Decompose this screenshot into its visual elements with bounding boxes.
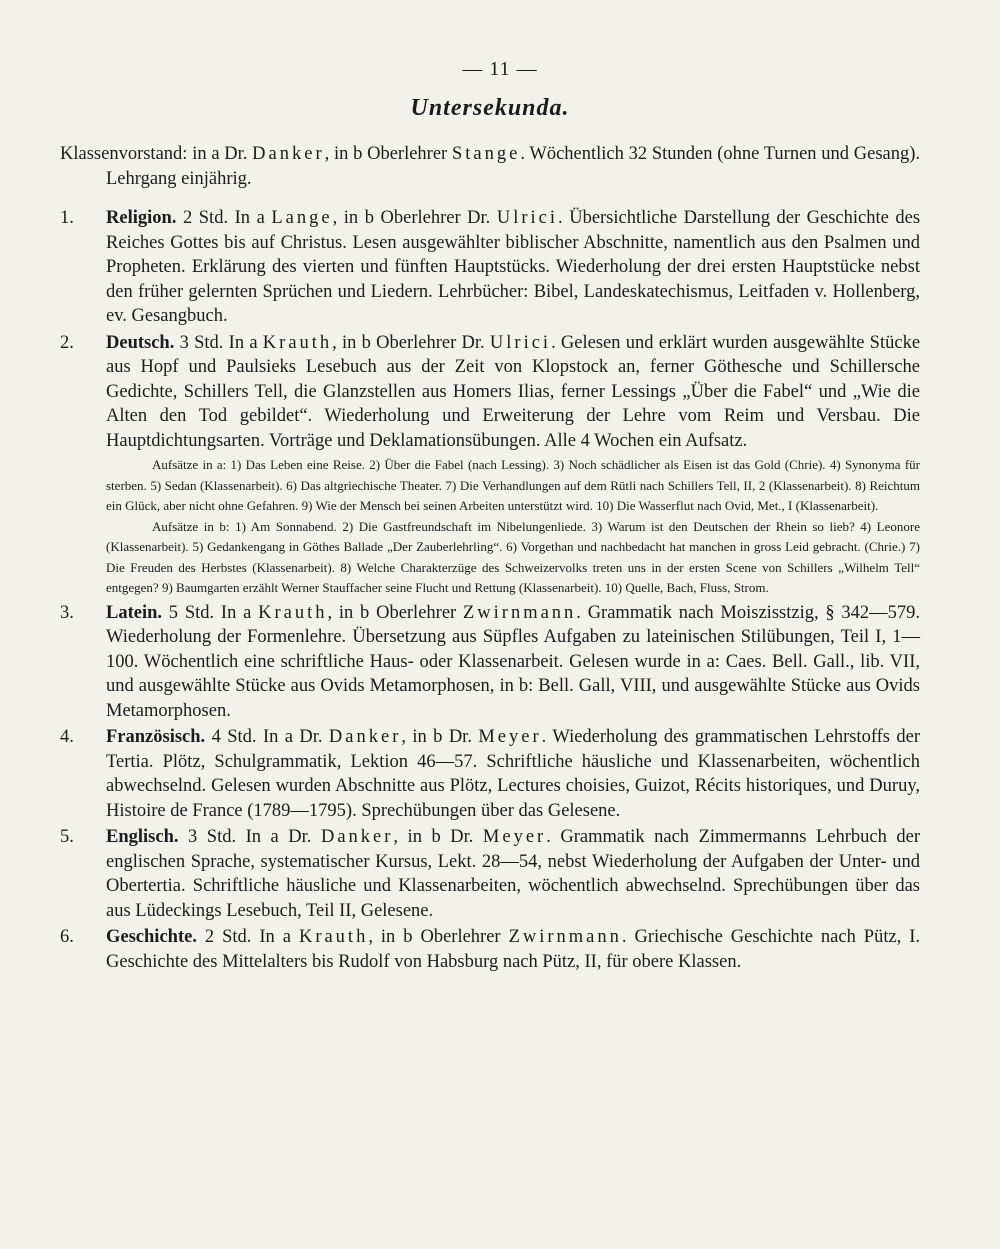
subject-title: Latein. [106, 602, 163, 623]
intro-text-a: in a Dr. [192, 144, 248, 164]
section-text-a: In a [234, 208, 265, 228]
subject-hours: 2 Std. [204, 927, 252, 947]
section-number: 5. [60, 827, 74, 847]
section-number: 1. [60, 208, 74, 228]
document-page [60, 58, 920, 976]
section-text-b: , in b Oberlehrer [327, 602, 457, 623]
subject-hours: 5 Std. [168, 602, 215, 623]
teacher-name-a: Krauth [298, 927, 369, 947]
section-geschichte [60, 925, 920, 974]
subject-hours: 4 Std. [211, 727, 257, 747]
section-englisch [60, 825, 920, 923]
section-text-b: , in b Oberlehrer [368, 927, 501, 947]
teacher-name-b: Zwirnmann [508, 927, 622, 947]
subject-hours: 3 Std. [188, 827, 237, 847]
intro-text-c: . Wöchentlich 32 Stunden (ohne Turnen und Gesang). Lehrgang einjährig. [106, 144, 921, 189]
section-text-c: . Grammatik nach Moiszisstzig, § 342—579. Wiederholung der Formenlehre. Übersetzung aus Süpfles Aufgaben zu lateinischen Stilübungen, Teil I, 1—100. Wöchentlich eine schriftliche Haus- oder Klassenarbeit. Gelesen wurde in a: Caes. Bell. Gall., lib. VII, und ausgewählte Stücke aus Ovids Metamorphosen, in b: Bell. Gall, VIII, und ausgewählte Stücke aus Ovids Metamorphosen. [106, 602, 921, 721]
section-number: 6. [60, 927, 74, 947]
essay-list-a: Aufsätze in a: 1) Das Leben eine Reise. 2) Über die Fabel (nach Lessing). 3) Noch schädlicher als Eisen ist das Gold (Chrie). 4) Synonyma für sterben. 5) Sedan (Klassenarbeit). 6) Das altgriechische Theater. 7) Die Verhandlungen auf dem Rütli nach Schillers Tell, II, 2 (Klassenarbeit). 8) Reichtum ein Glück, aber nicht ohne Gefahren. 9) Wie der Mensch bei seinen Arbeiten unterstützt wird. 10) Die Wasserflut nach Ovid, Met., I (Klassenarbeit). [106, 457, 920, 513]
subject-sections [60, 206, 920, 974]
section-text-b: , in b Dr. [393, 827, 474, 847]
class-teacher-line [60, 142, 920, 192]
essay-list [60, 455, 920, 599]
intro-teacher-b: Stange [451, 144, 521, 164]
section-text-b: , in b Oberlehrer Dr. [332, 332, 485, 353]
teacher-name-b: Ulrici [489, 332, 552, 353]
intro-text-b: , in b Oberlehrer [324, 144, 448, 164]
teacher-name-b: Zwirnmann [462, 602, 577, 623]
section-number: 4. [60, 727, 74, 747]
subject-title: Deutsch. [106, 332, 175, 353]
section-text-a: In a [220, 602, 252, 623]
subject-hours: 2 Std. [182, 208, 229, 228]
section-franzoesisch [60, 725, 920, 823]
teacher-name-b: Meyer [482, 827, 547, 847]
section-deutsch [60, 331, 920, 454]
intro-label: Klassenvorstand: [60, 144, 188, 164]
teacher-name-a: Danker [328, 727, 402, 747]
teacher-name-a: Danker [320, 827, 394, 847]
section-religion [60, 206, 920, 329]
subject-title: Religion. [106, 208, 177, 228]
section-text-c: . Wiederholung des grammatischen Lehrstoffs der Tertia. Plötz, Schulgrammatik, Lektion 46—57. Schriftliche häusliche und Klassenarbeiten, wöchentlich abwechselnd. Gelesen wurden Abschnitte aus Plötz, Lectures choisies, Guizot, Récits historiques, und Duruy, Histoire de France (1789—1795). Sprechübungen über das Gelesene. [106, 727, 921, 821]
section-latein [60, 601, 920, 724]
section-text-c: . Grammatik nach Zimmermanns Lehrbuch der englischen Sprache, systematischer Kursus, Lekt. 28—54, nebst Wiederholung der Aufgaben der Unter- und Obertertia. Schriftliche häusliche und Klassenarbeiten, wöchentlich abwechselnd. Sprechübungen über das aus Lüdeckings Lesebuch, Teil II, Gelesene. [106, 827, 921, 921]
subject-title: Geschichte. [106, 927, 197, 947]
teacher-name-a: Krauth [258, 602, 328, 623]
essay-list-b: Aufsätze in b: 1) Am Sonnabend. 2) Die Gastfreundschaft im Nibelungenliede. 3) Warum ist den Deutschen der Rhein so lieb? 4) Leonore (Klassenarbeit). 5) Gedankengang in Göthes Ballade „Der Zauberlehrling“. 6) Vorgethan und nachbedacht hat manchen in gross Leid gebracht. (Chrie.) 7) Die Freuden des Herbstes (Klassenarbeit). 8) Welche Charakterzüge des Schweizervolks treten uns in der ersten Scene von Schillers „Wilhelm Tell“ entgegen? 9) Baumgarten erzählt Werner Stauffacher seine Flucht und Rettung (Klassenarbeit). 10) Quelle, Bach, Fluss, Strom. [106, 518, 920, 595]
page-title: Untersekunda. [410, 95, 570, 121]
section-text-a: In a [228, 332, 258, 353]
section-text-c: . Gelesen und erklärt wurden ausgewählte Stücke aus Hopf und Paulsieks Lesebuch aus der Zeit von Klopstock an, ferner Göthesche und Schillersche Gedichte, Schillers Tell, die Glanzstellen aus Homers Ilias, ferner Lessings „Über die Fabel“ und „Wie die Alten den Tod gebildet“. Wiederholung und Erweiterung der Lehre vom Reim und Versbau. Die Hauptdichtungsarten. Vorträge und Deklamationsübungen. Alle 4 Wochen ein Aufsatz. [106, 332, 921, 451]
section-text-c: . Übersichtliche Darstellung der Geschichte des Reiches Gottes bis auf Christus. Lesen ausgewählter biblischer Abschnitte, namentlich aus den Psalmen und Propheten. Erklärung des vierten und fünften Hauptstücks. Wiederholung der drei ersten Hauptstücke nebst den früher gelernten Sprüchen und Liedern. Lehrbücher: Bibel, Landeskatechismus, Leitfaden v. Hollenberg, ev. Gesangbuch. [106, 208, 921, 326]
intro-teacher-a: Danker [252, 144, 325, 164]
section-text-a: In a [259, 927, 291, 947]
section-text-b: , in b Oberlehrer Dr. [332, 208, 491, 228]
subject-title: Französisch. [106, 727, 206, 747]
teacher-name-a: Lange [271, 208, 333, 228]
teacher-name-a: Krauth [262, 332, 333, 353]
section-text-b: , in b Dr. [401, 727, 472, 747]
page-number: — 11 — [462, 58, 538, 80]
subject-hours: 3 Std. [179, 332, 224, 353]
teacher-name-b: Ulrici [496, 208, 559, 228]
teacher-name-b: Meyer [478, 727, 542, 747]
section-text-c: . Griechische Geschichte nach Pütz, I. Geschichte des Mittelalters bis Rudolf von Habsburg nach Pütz, II, für obere Klassen. [106, 927, 921, 972]
section-number: 3. [60, 602, 74, 623]
section-text-a: In a Dr. [262, 727, 323, 747]
subject-title: Englisch. [106, 827, 179, 847]
section-number: 2. [60, 332, 74, 353]
section-text-a: In a Dr. [245, 827, 312, 847]
